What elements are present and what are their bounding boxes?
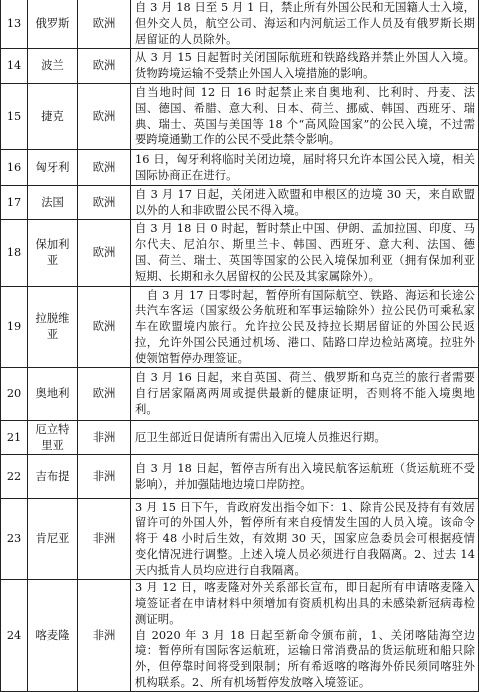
country-name: 厄立特里亚 (28, 421, 78, 455)
table-row (1, 499, 479, 580)
row-number: 20 (1, 368, 28, 421)
region-name: 非洲 (78, 580, 131, 692)
table-row (1, 0, 479, 49)
country-name: 肯尼亚 (28, 499, 78, 580)
policy-description: 自 3 月 18 日 0 时起，暂时禁止中国、伊朗、孟加拉国、印度、马尔代夫、尼泊尔、斯里兰卡、韩国、西班牙、意大利、法国、德国、荷兰、瑞士、英国等国家的公民入境保加利亚（拥有保加利亚短期、长期和永久居留权的公民及其家属除外）。 (131, 220, 479, 287)
country-name: 法国 (28, 186, 78, 220)
row-number: 23 (1, 499, 28, 580)
row-number: 15 (1, 84, 28, 150)
country-name: 波兰 (28, 49, 78, 84)
region-name: 欧洲 (78, 287, 131, 368)
country-name: 奥地利 (28, 368, 78, 421)
policy-description: 3 月 12 日，喀麦隆对外关系部长宣布，即日起所有申请喀麦隆入境签证者在申请材料中须增加有资质机构出具的未感染新冠病毒检测证明。 自 2020 年 3 月 18 日起至新命令颁布前，1、关闭喀陆海空边境：暂停所有国际客运航班，运输日常消费品的货运航班和船只除外，但停靠时间将受到限制；所有希返喀的喀海外侨民须同喀驻外机构联系。2、所有机场暂停发放喀入境签证。 (131, 580, 479, 692)
row-number: 17 (1, 186, 28, 220)
policy-description: 自 3 月 16 日起，来自英国、荷兰、俄罗斯和乌克兰的旅行者需要自行居家隔离两周或提供最新的健康证明，否则将不能入境奥地利。 (131, 368, 479, 421)
region-name: 非洲 (78, 499, 131, 580)
region-name: 欧洲 (78, 0, 131, 49)
table-row (1, 49, 479, 84)
table-row (1, 580, 479, 692)
region-name: 非洲 (78, 421, 131, 455)
policy-description: 从 3 月 15 日起暂时关闭国际航班和铁路线路并禁止外国人入境。货物跨境运输不受禁止外国人入境措施的影响。 (131, 49, 479, 84)
table-row (1, 186, 479, 220)
table-row (1, 368, 479, 421)
table-row (1, 150, 479, 186)
region-name: 非洲 (78, 455, 131, 499)
row-number: 14 (1, 49, 28, 84)
table-row (1, 287, 479, 368)
country-name: 拉脱维亚 (28, 287, 78, 368)
row-number: 19 (1, 287, 28, 368)
region-name: 欧洲 (78, 150, 131, 186)
row-number: 24 (1, 580, 28, 692)
policy-description: 自 3 月 18 日至 5 月 1 日，禁止所有外国公民和无国籍人士入境，但外交人员，航空公司、海运和内河航运工作人员及有俄罗斯长期居留证的人员除外。 (131, 0, 479, 49)
table-row (1, 84, 479, 150)
region-name: 欧洲 (78, 84, 131, 150)
policy-description: 自 3 月 17 日起，关闭进入欧盟和申根区的边境 30 天，来自欧盟以外的人和非欧盟公民不得入境。 (131, 186, 479, 220)
policy-description: 3 月 15 日下午，肯政府发出指令如下：1、除肯公民及持有有效居留许可的外国人外，暂停所有来自疫情发生国的人员入境。该命令将于 48 小时后生效，有效期 30 天，国家应急委员会可根据疫情变化情况进行调整。上述入境人员必须进行自我隔离。2、过去 14 天内抵肯人员均应进行自我隔离。 (131, 499, 479, 580)
row-number: 18 (1, 220, 28, 287)
row-number: 22 (1, 455, 28, 499)
row-number: 21 (1, 421, 28, 455)
country-name: 俄罗斯 (28, 0, 78, 49)
table-row (1, 455, 479, 499)
region-name: 欧洲 (78, 368, 131, 421)
policy-description: 自 3 月 17 日零时起，暂停所有国际航空、铁路、海运和长途公共汽车客运（国家级公务航班和军事运输除外）拉公民仍可乘私家车在欧盟境内旅行。允许拉公民及持拉长期居留证的外国公民返拉，允许外国公民通过机场、港口、陆路口岸边检站离境。拉驻外使领馆暂停办理签证。 (131, 287, 479, 368)
policy-description: 厄卫生部近日促请所有需出入厄境人员推迟行期。 (131, 421, 479, 455)
table-row (1, 421, 479, 455)
row-number: 16 (1, 150, 28, 186)
policy-description: 自 3 月 18 日起，暂停吉所有出入境民航客运航班（货运航班不受影响），并加强陆地边境口岸防控。 (131, 455, 479, 499)
country-name: 喀麦隆 (28, 580, 78, 692)
country-name: 保加利亚 (28, 220, 78, 287)
region-name: 欧洲 (78, 220, 131, 287)
country-name: 捷克 (28, 84, 78, 150)
policy-description: 自当地时间 12 日 16 时起禁止来自奥地利、比利时、丹麦、法国、德国、希腊、意大利、日本、荷兰、挪威、韩国、西班牙、瑞典、瑞士、英国与美国等 18 个“高风险国家”的公民入境，不过需要跨境通勤工作的公民不受此禁令影响。 (131, 84, 479, 150)
policy-description: 16 日，匈牙利将临时关闭边境，届时将只允许本国公民入境，相关国际协商正在进行。 (131, 150, 479, 186)
region-name: 欧洲 (78, 186, 131, 220)
row-number: 13 (1, 0, 28, 49)
country-name: 匈牙利 (28, 150, 78, 186)
region-name: 欧洲 (78, 49, 131, 84)
country-name: 吉布提 (28, 455, 78, 499)
table-row (1, 220, 479, 287)
